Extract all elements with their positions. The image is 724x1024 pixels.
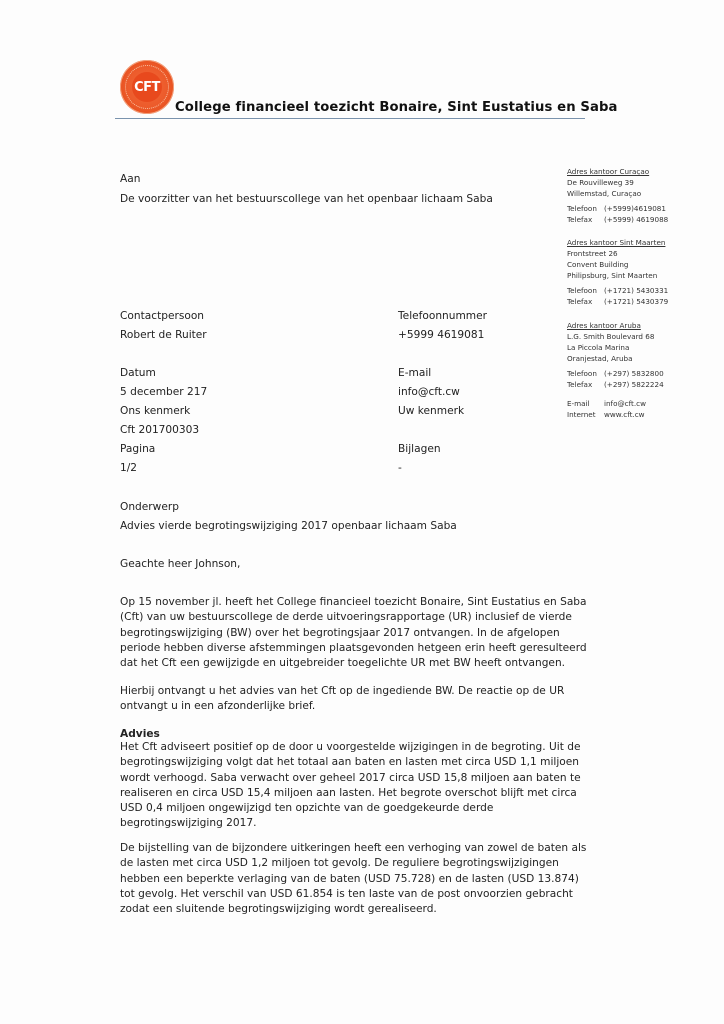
paragraph-line: tot gevolg. Het verschil van USD 61.854 is ten laste van de post onvoorzien gebracht	[120, 887, 573, 900]
organization-name: College financieel toezicht Bonaire, Sint Eustatius en Saba	[175, 100, 618, 115]
logo-inner	[132, 72, 162, 102]
bijlagen-label: Bijlagen	[398, 443, 441, 455]
telefoon-value: +5999 4619081	[398, 329, 485, 341]
telefoon-label: Telefoonnummer	[398, 310, 487, 322]
sint-maarten-line3: Philipsburg, Sint Maarten	[567, 271, 658, 280]
aruba-line3: Oranjestad, Aruba	[567, 354, 633, 363]
logo-text: CFT	[134, 79, 160, 95]
contact-email-label: E-mail	[567, 399, 590, 408]
recipient-label: Aan	[120, 173, 141, 185]
curacao-tel-label: Telefoon	[567, 204, 597, 213]
curacao-title: Adres kantoor Curaçao	[567, 167, 650, 176]
paragraph-line: De bijstelling van de bijzondere uitkeringen heeft een verhoging van zowel de baten als	[120, 842, 587, 854]
subject-label: Onderwerp	[120, 501, 179, 513]
contact-internet-value[interactable]: www.cft.cw	[604, 410, 645, 419]
ons-kenmerk-value: Cft 201700303	[120, 424, 200, 436]
sint-maarten-tel-label: Telefoon	[567, 286, 597, 295]
sint-maarten-fax-value: (+1721) 5430379	[604, 297, 669, 306]
contact-internet-label: Internet	[567, 410, 596, 419]
sidebar-aruba	[567, 320, 664, 420]
paragraph-line: hebben een beperkte verlaging van de baten (USD 75.728) en de lasten (USD 13.874)	[120, 872, 579, 885]
aruba-tel-value: (+297) 5832800	[604, 369, 664, 378]
recipient-value: De voorzitter van het bestuurscollege van het openbaar lichaam Saba	[120, 193, 493, 205]
header-divider	[115, 118, 585, 119]
aruba-fax-value: (+297) 5822224	[604, 380, 664, 389]
paragraph-line: realiseren en circa USD 15,4 miljoen aan lasten. Het begrote overschot blijft met circa	[120, 786, 577, 799]
pagina-label: Pagina	[120, 443, 156, 455]
email-value: info@cft.cw	[398, 386, 460, 398]
paragraph-line: Op 15 november jl. heeft het College financieel toezicht Bonaire, Sint Eustatius en Saba	[120, 596, 587, 608]
sidebar-sint-maarten	[567, 237, 668, 307]
paragraph-line: (Cft) van uw bestuurscollege de derde uitvoeringsrapportage (UR) inclusief de vierde	[120, 611, 572, 624]
curacao-line2: Willemstad, Curaçao	[567, 189, 642, 198]
sidebar-curacao	[567, 166, 668, 225]
paragraph-line: dat het Cft een gewijzigde en uitgebreider toegelichte UR met BW heeft ontvangen.	[120, 657, 566, 670]
curacao-fax-value: (+5999) 4619088	[604, 215, 669, 224]
sint-maarten-line2: Convent Building	[567, 260, 629, 269]
curacao-fax-label: Telefax	[567, 215, 593, 224]
paragraph-line: Hierbij ontvangt u het advies van het Cft op de ingediende BW. De reactie op de UR	[120, 685, 565, 697]
paragraph-4	[120, 841, 640, 917]
aruba-fax-label: Telefax	[567, 380, 593, 389]
subject-value: Advies vierde begrotingswijziging 2017 openbaar lichaam Saba	[120, 520, 457, 532]
paragraph-line: zodat een sluitende begrotingswijziging wordt gerealiseerd.	[120, 903, 437, 916]
pagina-value: 1/2	[120, 462, 138, 474]
paragraph-line: Het Cft adviseert positief op de door u voorgestelde wijzigingen in de begroting. Uit de	[120, 741, 581, 753]
paragraph-line: de lasten met circa USD 1,2 miljoen tot gevolg. De reguliere begrotingswijzigingen	[120, 857, 559, 870]
cft-logo	[120, 60, 174, 114]
datum-label: Datum	[120, 367, 156, 379]
ons-kenmerk-label: Ons kenmerk	[120, 405, 191, 417]
aruba-line2: La Piccola Marina	[567, 343, 630, 352]
sint-maarten-tel-value: (+1721) 5430331	[604, 286, 669, 295]
paragraph-line: begrotingswijziging (BW) over het begrotingsjaar 2017 ontvangen. In de afgelopen	[120, 626, 560, 639]
curacao-tel-value: (+5999)4619081	[604, 204, 666, 213]
paragraph-line: wordt verhoogd. Saba verwacht over geheel 2017 circa USD 15,8 miljoen aan baten te	[120, 771, 581, 784]
paragraph-line: ontvangt u in een afzonderlijke brief.	[120, 700, 316, 713]
paragraph-line: periode hebben diverse afstemmingen plaatsgevonden hetgeen erin heeft geresulteerd	[120, 641, 587, 654]
uw-kenmerk-label: Uw kenmerk	[398, 405, 465, 417]
paragraph-2	[120, 684, 640, 715]
paragraph-line: begrotingswijziging 2017.	[120, 817, 257, 830]
email-label: E-mail	[398, 367, 432, 379]
sint-maarten-title: Adres kantoor Sint Maarten	[567, 238, 666, 247]
curacao-line1: De Rouvilleweg 39	[567, 178, 634, 187]
contact-email-value[interactable]: info@cft.cw	[604, 399, 646, 408]
aruba-tel-label: Telefoon	[567, 369, 597, 378]
contactpersoon-label: Contactpersoon	[120, 310, 205, 322]
paragraph-line: begrotingswijziging volgt dat het totaal aan baten en lasten met circa USD 1,1 miljoen	[120, 756, 580, 769]
paragraph-3	[120, 740, 640, 832]
sint-maarten-line1: Frontstreet 26	[567, 249, 618, 258]
datum-value: 5 december 217	[120, 386, 208, 398]
bijlagen-value: -	[398, 462, 402, 474]
aruba-line1: L.G. Smith Boulevard 68	[567, 332, 655, 341]
contactpersoon-value: Robert de Ruiter	[120, 329, 207, 341]
salutation: Geachte heer Johnson,	[120, 558, 241, 570]
sint-maarten-fax-label: Telefax	[567, 297, 593, 306]
aruba-title: Adres kantoor Aruba	[567, 321, 641, 330]
paragraph-1	[120, 595, 640, 671]
advies-heading: Advies	[120, 728, 160, 740]
paragraph-line: USD 0,4 miljoen ongewijzigd ten opzichte van de goedgekeurde derde	[120, 802, 494, 815]
